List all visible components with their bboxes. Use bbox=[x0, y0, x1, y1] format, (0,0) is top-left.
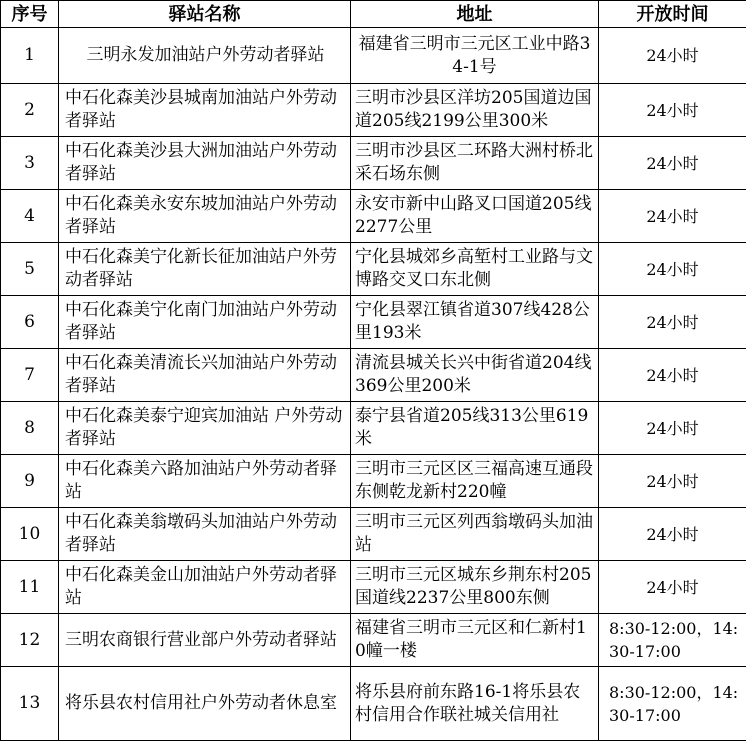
row-no: 4 bbox=[1, 190, 59, 243]
header-hours: 开放时间 bbox=[599, 1, 746, 28]
station-address: 福建省三明市三元区和仁新村10幢一楼 bbox=[351, 614, 599, 667]
table-row bbox=[1, 667, 746, 741]
table-row bbox=[1, 561, 746, 614]
open-hours: 24小时 bbox=[599, 190, 746, 243]
header-no: 序号 bbox=[1, 1, 59, 28]
table-row bbox=[1, 84, 746, 137]
row-no: 12 bbox=[1, 614, 59, 667]
row-no: 9 bbox=[1, 455, 59, 508]
station-address: 三明市三元区区三福高速互通段东侧乾龙新村220幢 bbox=[351, 455, 599, 508]
station-address: 宁化县翠江镇省道307线428公里193米 bbox=[351, 296, 599, 349]
header-row bbox=[1, 1, 746, 28]
row-no: 2 bbox=[1, 84, 59, 137]
open-hours: 24小时 bbox=[599, 84, 746, 137]
table-row bbox=[1, 349, 746, 402]
station-address: 三明市沙县区二环路大洲村桥北采石场东侧 bbox=[351, 137, 599, 190]
row-no: 1 bbox=[1, 28, 59, 84]
open-hours: 24小时 bbox=[599, 455, 746, 508]
station-name: 三明永发加油站户外劳动者驿站 bbox=[59, 28, 351, 84]
row-no: 8 bbox=[1, 402, 59, 455]
open-hours: 24小时 bbox=[599, 561, 746, 614]
open-hours: 24小时 bbox=[599, 28, 746, 84]
station-address: 三明市三元区列西翁墩码头加油站 bbox=[351, 508, 599, 561]
station-name: 中石化森美宁化南门加油站户外劳动者驿站 bbox=[59, 296, 351, 349]
station-name: 中石化森美永安东坡加油站户外劳动者驿站 bbox=[59, 190, 351, 243]
open-hours: 24小时 bbox=[599, 349, 746, 402]
row-no: 3 bbox=[1, 137, 59, 190]
station-address: 永安市新中山路叉口国道205线2277公里 bbox=[351, 190, 599, 243]
open-hours: 24小时 bbox=[599, 243, 746, 296]
open-hours: 24小时 bbox=[599, 508, 746, 561]
station-name: 中石化森美清流长兴加油站户外劳动者驿站 bbox=[59, 349, 351, 402]
station-name: 中石化森美翁墩码头加油站户外劳动者驿站 bbox=[59, 508, 351, 561]
header-address: 地址 bbox=[351, 1, 599, 28]
header-name: 驿站名称 bbox=[59, 1, 351, 28]
station-name: 中石化森美六路加油站户外劳动者驿站 bbox=[59, 455, 351, 508]
row-no: 7 bbox=[1, 349, 59, 402]
station-name: 中石化森美沙县城南加油站户外劳动者驿站 bbox=[59, 84, 351, 137]
row-no: 6 bbox=[1, 296, 59, 349]
station-address: 三明市沙县区洋坊205国道边国道205线2199公里300米 bbox=[351, 84, 599, 137]
table-row bbox=[1, 614, 746, 667]
station-name: 中石化森美金山加油站户外劳动者驿站 bbox=[59, 561, 351, 614]
station-address: 清流县城关长兴中街省道204线369公里200米 bbox=[351, 349, 599, 402]
open-hours: 24小时 bbox=[599, 296, 746, 349]
table-row bbox=[1, 296, 746, 349]
open-hours: 8:30-12:00，14:30-17:00 bbox=[599, 614, 746, 667]
table-row bbox=[1, 243, 746, 296]
table-row bbox=[1, 402, 746, 455]
row-no: 11 bbox=[1, 561, 59, 614]
station-name: 中石化森美沙县大洲加油站户外劳动者驿站 bbox=[59, 137, 351, 190]
row-no: 13 bbox=[1, 667, 59, 741]
table-row bbox=[1, 455, 746, 508]
row-no: 10 bbox=[1, 508, 59, 561]
open-hours: 8:30-12:00，14:30-17:00 bbox=[599, 667, 746, 741]
station-name: 中石化森美泰宁迎宾加油站 户外劳动者驿站 bbox=[59, 402, 351, 455]
station-name: 三明农商银行营业部户外劳动者驿站 bbox=[59, 614, 351, 667]
station-name: 将乐县农村信用社户外劳动者休息室 bbox=[59, 667, 351, 741]
row-no: 5 bbox=[1, 243, 59, 296]
station-name: 中石化森美宁化新长征加油站户外劳动者驿站 bbox=[59, 243, 351, 296]
table-row bbox=[1, 28, 746, 84]
open-hours: 24小时 bbox=[599, 137, 746, 190]
station-address: 福建省三明市三元区工业中路34-1号 bbox=[351, 28, 599, 84]
table-row bbox=[1, 190, 746, 243]
open-hours: 24小时 bbox=[599, 402, 746, 455]
station-address: 将乐县府前东路16-1将乐县农村信用合作联社城关信用社 bbox=[351, 667, 599, 741]
table-row bbox=[1, 137, 746, 190]
station-address: 三明市三元区城东乡荆东村205国道线2237公里800东侧 bbox=[351, 561, 599, 614]
station-address: 宁化县城郊乡高堑村工业路与文博路交叉口东北侧 bbox=[351, 243, 599, 296]
table-row bbox=[1, 508, 746, 561]
station-address: 泰宁县省道205线313公里619米 bbox=[351, 402, 599, 455]
